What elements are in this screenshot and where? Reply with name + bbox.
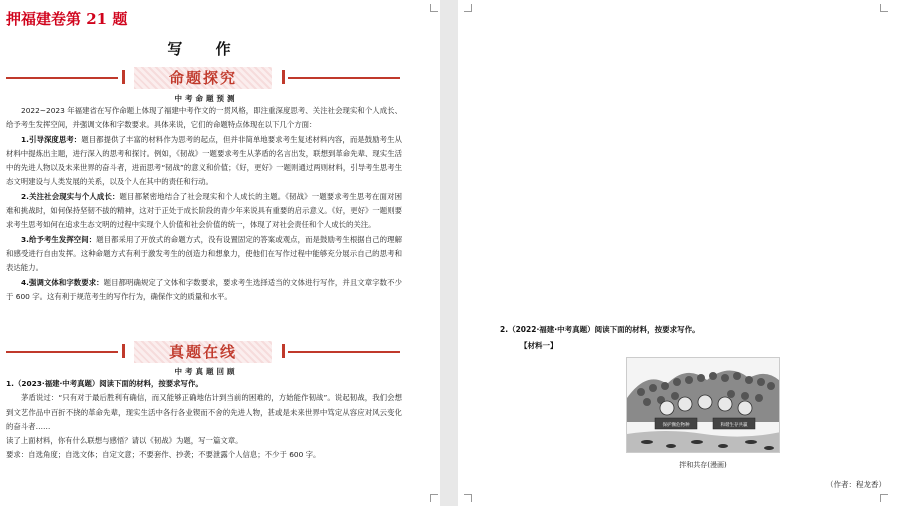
banner-topic-exploration bbox=[6, 67, 400, 89]
question-1 bbox=[6, 377, 402, 463]
author-credit: （作者：程龙香） bbox=[826, 480, 886, 489]
banner-label: 命题探究 bbox=[134, 67, 272, 89]
right-sign: 和谐生存共赢 bbox=[720, 423, 748, 428]
point-2 bbox=[6, 190, 402, 233]
page-corner-mark bbox=[880, 4, 888, 12]
point-2-head: 2.关注社会现实与个人成长： bbox=[21, 191, 120, 201]
question-1-title: 1.（2023·福建·中考真题）阅读下面的材料，按要求写作。 bbox=[6, 379, 203, 388]
document-title: 押福建卷第 21 题 bbox=[6, 10, 128, 28]
point-4-head: 4.强调文体和字数要求： bbox=[21, 277, 104, 287]
point-3-head: 3.给予考生发挥空间： bbox=[21, 234, 97, 244]
banner-label: 真题在线 bbox=[134, 341, 272, 363]
question-1-prompt: 读了上面材料，你有什么联想与感悟？请以《韧战》为题，写一篇文章。 bbox=[6, 436, 243, 446]
cartoon-caption: 拌和共存(漫画) bbox=[679, 461, 727, 469]
subheading-review: 中考真题回顾 bbox=[174, 367, 238, 376]
question-1-material: 茅盾说过：“只有对于最后胜利有确信，而又能够正确地估计到当前的困难的，方始能作韧战”。说起韧战，我们会想到文艺作品中百折不挠的革命先辈，现实生活中各行各业锲而不舍的先进人物，甚或是未来世界中笃定从容应对风云变化的奋斗者…… bbox=[6, 393, 402, 431]
analysis-body bbox=[6, 104, 402, 304]
banner-real-exams bbox=[6, 341, 400, 363]
cartoon-image bbox=[626, 357, 780, 453]
question-2-title: 2.（2022·福建·中考真题）阅读下面的材料，按要求写作。 bbox=[500, 325, 700, 334]
page-corner-mark bbox=[430, 4, 438, 12]
subheading-prediction: 中考命题预测 bbox=[174, 94, 238, 103]
cartoon-illustration bbox=[627, 358, 780, 453]
point-1-head: 1.引导深度思考： bbox=[21, 134, 82, 144]
point-4 bbox=[6, 276, 402, 305]
intro-paragraph: 2022~2023 年福建省在写作命题上体现了福建中考作文的一贯风格，即注重深度思考、关注社会现实和个人成长、给予考生发挥空间，并强调文体和字数要求。具体来说，它们的命题特点体现在以下几个方面： bbox=[6, 106, 402, 130]
point-4-text: 题目都明确规定了文体和字数要求，要求考生选择适当的文体进行写作，并且文章字数不少于 600 字。这有利于规范考生的写作行为，确保作文的质量和水平。 bbox=[6, 277, 402, 301]
page-corner-mark bbox=[430, 494, 438, 502]
question-1-requirements: 要求：自选角度；自选文体；自定文意；不要套作、抄袭；不要泄露个人信息；不少于 600 字。 bbox=[6, 450, 321, 460]
point-1-text: 题目都提供了丰富的材料作为思考的起点，但并非简单地要求考生复述材料内容，而是鼓励考生从材料中提炼出主题，进行深入的思考和探讨。例如，《韧战》一题要求考生从茅盾的名言出发，联想到革命先辈、现实生活中的先进人物以及未来世界的奋斗者，进而思考“韧战”的意义和价值；《好，更好》一题则通过两则材料，引导考生思考生态文明建设与人类发展的关系，以及个人在其中的责任和行动。 bbox=[6, 134, 402, 187]
section-title: 写 作 bbox=[167, 40, 245, 58]
point-2-text: 题目都紧密地结合了社会现实和个人成长的主题。《韧战》一题要求考生思考在面对困难和挑战时，如何保持坚韧不拔的精神，这对于正处于成长阶段的青少年来说具有重要的启示意义。《好，更好》一题则要求考生思考如何在追求生态文明的过程中实现个人价值和社会价值的统一，体现了对社会责任和个人成长的关注。 bbox=[6, 191, 402, 230]
page-corner-mark bbox=[880, 494, 888, 502]
page-corner-mark bbox=[464, 494, 472, 502]
left-page bbox=[0, 0, 440, 506]
material-label: 【材料一】 bbox=[520, 341, 558, 350]
point-3-text: 题目都采用了开放式的命题方式，没有设置固定的答案或观点，而是鼓励考生根据自己的理解和感受进行自由发挥。这种命题方式有利于激发考生的创造力和想象力，使他们在写作过程中能够充分展示自己的思考和表达能力。 bbox=[6, 234, 402, 273]
point-3 bbox=[6, 233, 402, 276]
left-sign: 保护濒危物种 bbox=[662, 423, 690, 428]
page-corner-mark bbox=[464, 4, 472, 12]
point-1 bbox=[6, 133, 402, 190]
